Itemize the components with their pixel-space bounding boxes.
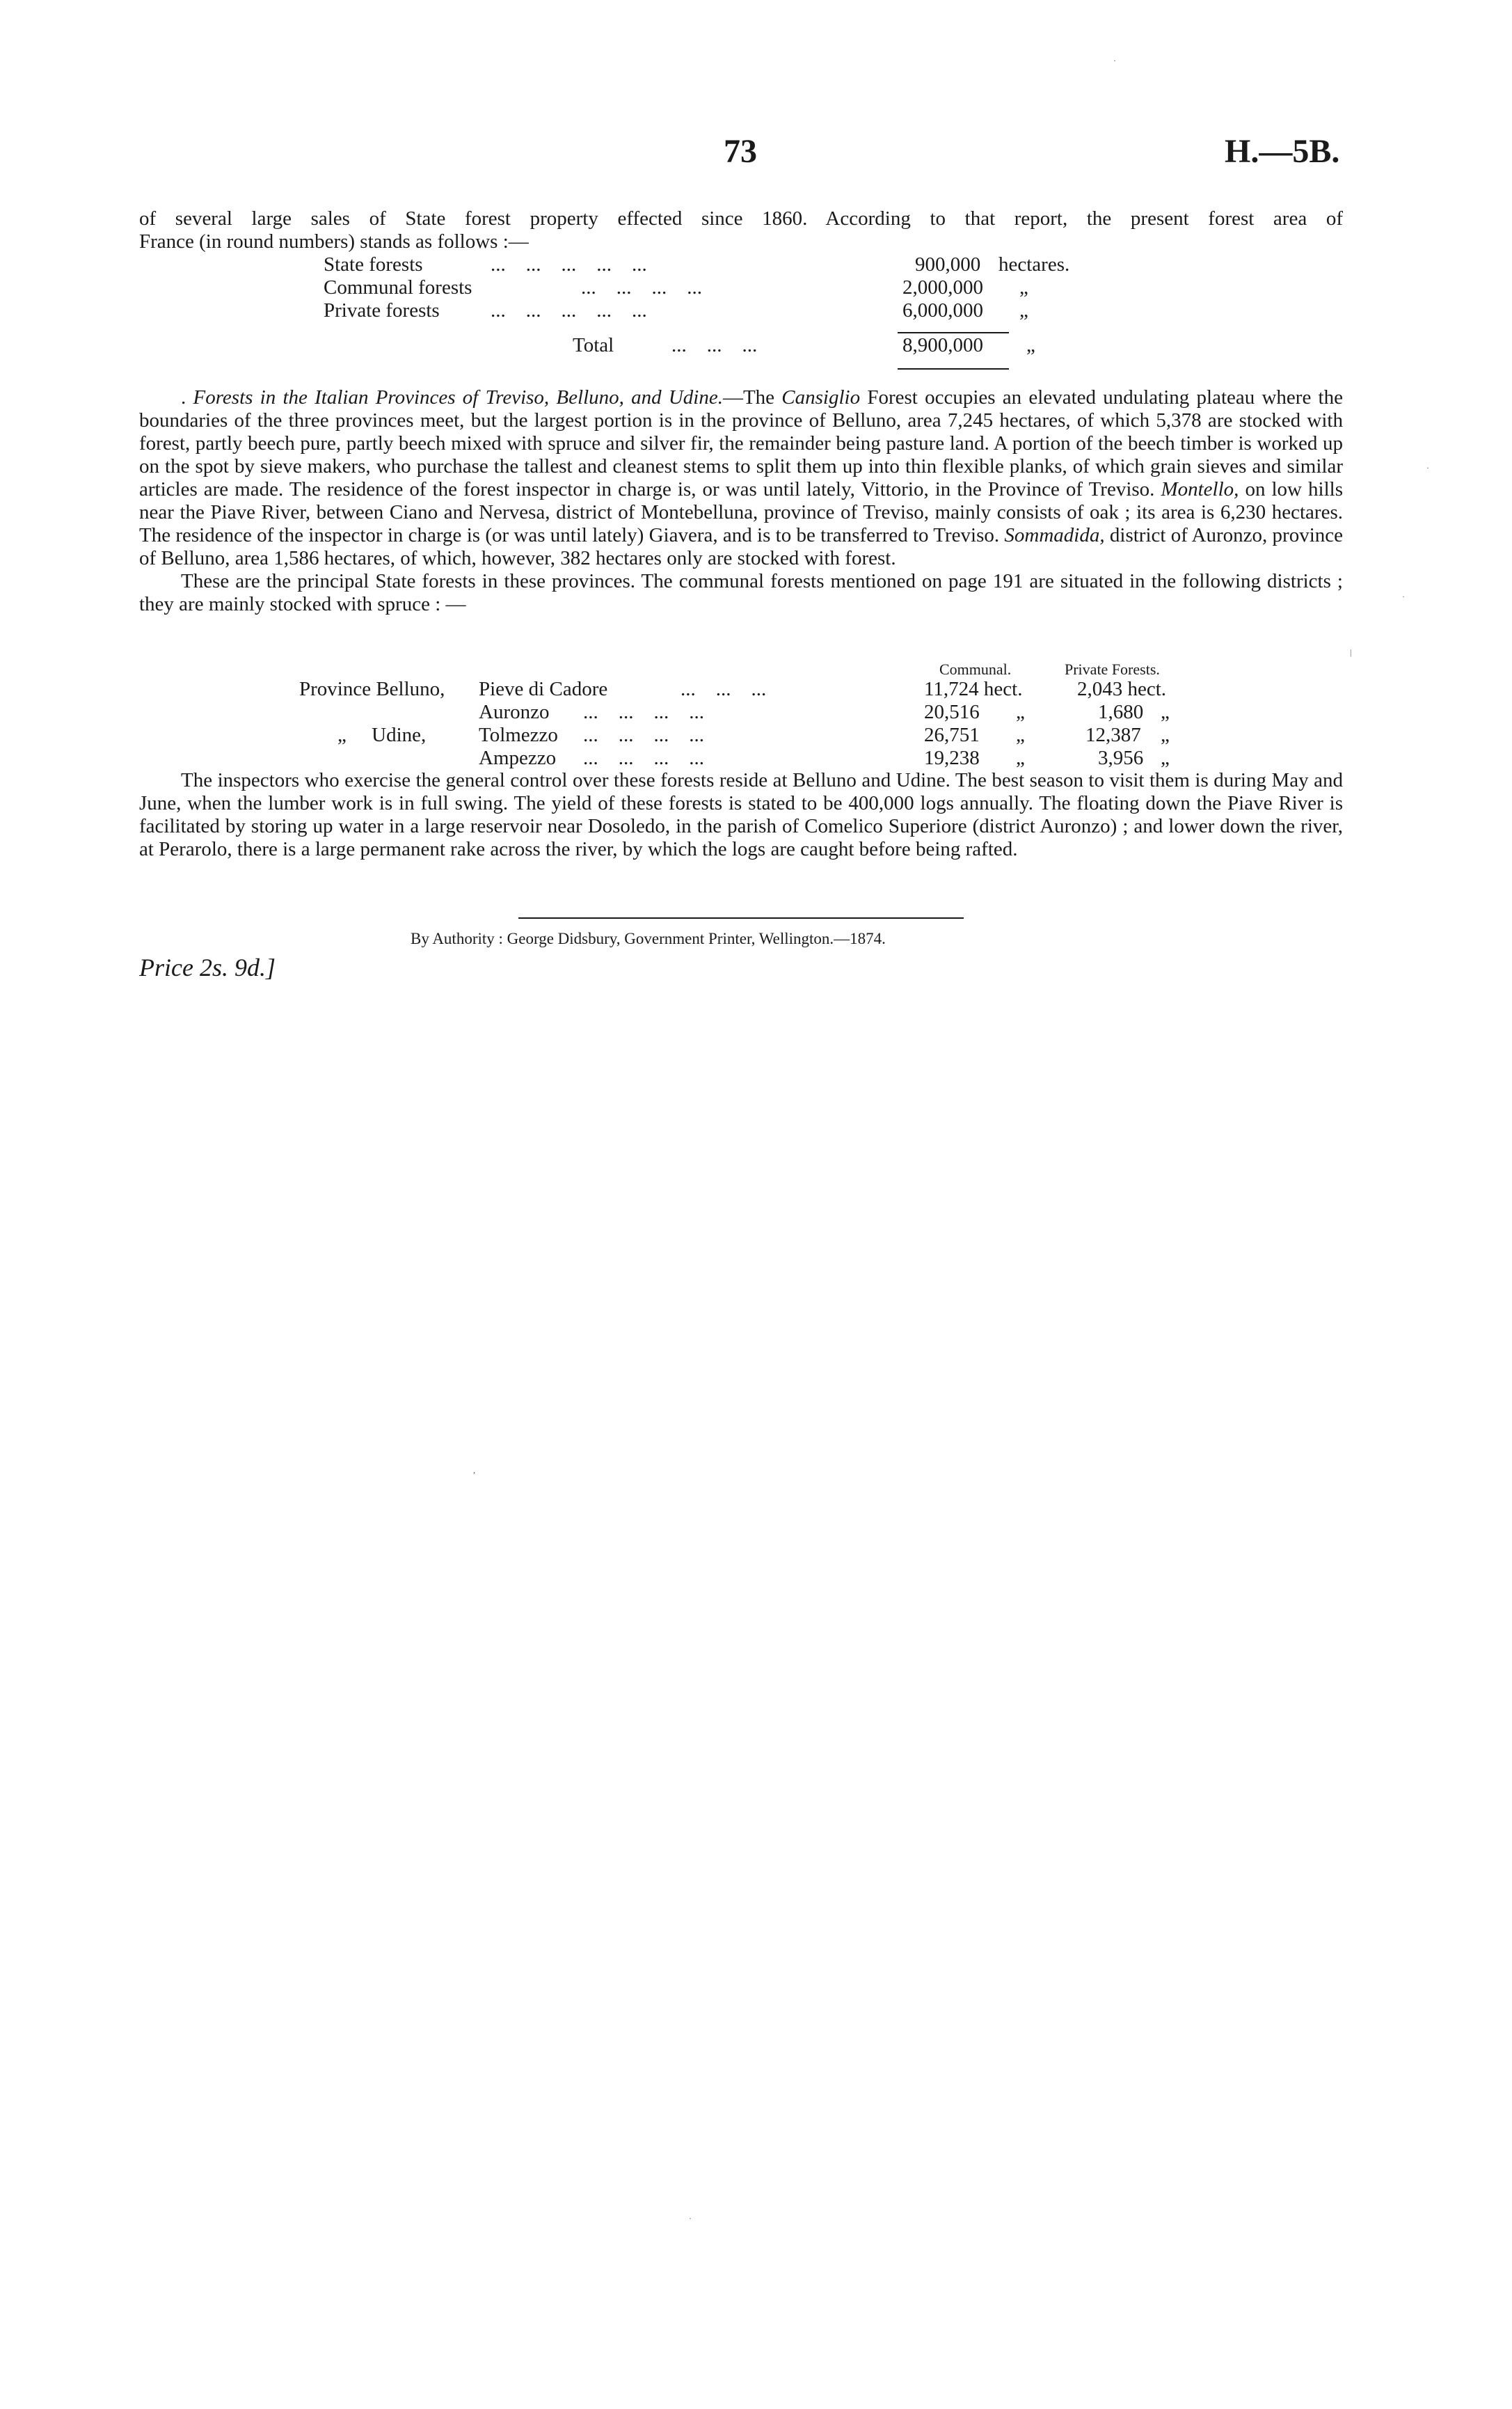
italian-paragraph-2: These are the principal State forests in these provinces. The communal forests mentioned on page 191 are situated in the following districts ; they are mainly stocked with spruce : —	[139, 570, 1343, 615]
communal-value: 20,516	[924, 701, 980, 723]
row-label: Communal forests	[324, 276, 472, 299]
total-label: Total	[573, 334, 614, 356]
private-value: 12,387	[1085, 724, 1141, 746]
paragraph-text: Forest occupies an elevated undulating plateau where the boundaries of the three provinces meet, but the largest portion is in the province of Belluno, area 7,245 hectares, of which 5,378 are stocked with forest, partly beech pure, partly beech mixed with spruce and silver fir, the remainder being pasture land. A portion of the beech timber is worked up on the spot by sieve makers, who purchase the tallest and cleanest stems to split them up into thin flexible planks, of which grain sieves and similar articles are made. The residence of the forest inspector in charge is, or was until lately, Vittorio, in the Province of Treviso.	[139, 386, 1343, 500]
printer-imprint: By Authority : George Didsbury, Government Printer, Wellington.—1874.	[411, 930, 886, 947]
table-row	[324, 253, 1159, 276]
total-rule-lower	[898, 368, 1009, 370]
communal-ditto: „	[1016, 701, 1025, 723]
private-value: 2,043 hect.	[1077, 678, 1167, 700]
row-value: 2,000,000	[902, 276, 983, 299]
table-row	[299, 724, 1273, 747]
total-row	[324, 334, 1159, 357]
intro-line-1: of several large sales of State forest property effected since 1860. According to that report, the present forest area of	[139, 207, 1343, 230]
districts-header	[299, 661, 1273, 678]
district-name: Auronzo	[479, 701, 550, 723]
private-ditto: „	[1161, 724, 1170, 746]
district-name: Ampezzo	[479, 747, 557, 769]
districts-table	[299, 661, 1273, 770]
page-number: 73	[724, 133, 757, 170]
row-label: State forests	[324, 253, 423, 276]
scan-speck: ·	[689, 2213, 692, 2223]
row-unit: hectares.	[998, 253, 1070, 276]
france-forest-table	[324, 253, 1159, 357]
row-unit: „	[1019, 299, 1028, 322]
paragraph-text: on low hills near the Piave River, between Ciano and Nervesa, district of Montebelluna, province of Treviso, mainly consists of oak ; its area is 6,230 hectares. The residence of the inspector in charge is (or was until lately) Giavera, and is to be transferred to Treviso.	[139, 478, 1343, 546]
province-prefix: Province Belluno,	[299, 678, 445, 700]
scan-speck: ·	[1402, 592, 1405, 601]
col-header-communal: Communal.	[939, 661, 1012, 678]
table-row	[324, 299, 1159, 322]
table-row	[299, 747, 1273, 770]
closing-paragraph: The inspectors who exercise the general control over these forests reside at Belluno and Udine. The best season to visit them is during May and June, when the lumber work is in full swing. The yield of these forests is stated to be 400,000 logs annually. The floating down the Piave River is facilitated by storing up water in a large reservoir near Dosoledo, in the parish of Comelico Superiore (district Auronzo) ; and lower down the river, at Perarolo, there is a large permanent rake across the river, by which the logs are caught before being rafted.	[139, 769, 1343, 860]
row-dots: ... ... ... ...	[583, 701, 704, 723]
section-heading: Forests in the Italian Provinces of Treviso, Belluno, and Udine.	[193, 386, 723, 409]
scan-speck: ·	[1113, 56, 1116, 65]
communal-ditto: „	[1016, 724, 1025, 746]
row-dots: ... ... ... ... ...	[491, 253, 647, 276]
row-dots: ... ... ... ...	[583, 747, 704, 769]
paragraph-text: district of Auronzo, province of Belluno, area 1,586 hectares, of which, however, 382 hectares only are stocked with forest.	[139, 524, 1343, 569]
row-value: 900,000	[915, 253, 981, 276]
communal-value: 11,724 hect.	[924, 678, 1023, 700]
forest-name-sommadida: Sommadida,	[1004, 524, 1105, 546]
row-unit: „	[1019, 276, 1028, 299]
table-row	[299, 701, 1273, 724]
intro-paragraph	[139, 207, 1343, 253]
total-dots: ... ... ...	[671, 334, 758, 356]
row-dots: ... ... ...	[681, 678, 767, 700]
communal-value: 19,238	[924, 747, 980, 769]
row-dots: ... ... ... ... ...	[491, 299, 647, 322]
scan-speck: ·	[1426, 463, 1429, 473]
paragraph-text: —The	[722, 386, 782, 409]
col-header-private: Private Forests.	[1065, 661, 1160, 678]
italian-paragraph-1	[139, 386, 1343, 570]
document-reference: H.—5B.	[1225, 133, 1340, 170]
italian-forests-paragraph	[139, 386, 1343, 616]
district-name: Pieve di Cadore	[479, 678, 608, 700]
communal-ditto: „	[1016, 747, 1025, 769]
row-dots: ... ... ... ...	[583, 724, 704, 746]
scan-speck: |	[1350, 647, 1352, 657]
private-value: 3,956	[1098, 747, 1144, 769]
scan-speck: ,	[473, 1465, 475, 1475]
row-value: 6,000,000	[902, 299, 983, 322]
total-unit: „	[1026, 334, 1035, 356]
forest-name-montello: Montello,	[1161, 478, 1239, 500]
table-row	[299, 678, 1273, 701]
intro-line-2: France (in round numbers) stands as follows :—	[139, 230, 529, 253]
forest-name-cansiglio: Cansiglio	[781, 386, 861, 409]
private-ditto: „	[1161, 701, 1170, 723]
total-value: 8,900,000	[902, 334, 983, 356]
province-prefix: „ Udine,	[337, 724, 427, 746]
leading-dots: .	[181, 386, 186, 409]
communal-value: 26,751	[924, 724, 980, 746]
district-name: Tolmezzo	[479, 724, 558, 746]
row-dots: ... ... ... ...	[581, 276, 702, 299]
private-ditto: „	[1161, 747, 1170, 769]
private-value: 1,680	[1098, 701, 1144, 723]
row-label: Private forests	[324, 299, 440, 322]
price-label: Price 2s. 9d.]	[139, 954, 276, 981]
footer-rule	[518, 917, 964, 919]
total-rule	[898, 332, 1009, 333]
table-row	[324, 276, 1159, 299]
